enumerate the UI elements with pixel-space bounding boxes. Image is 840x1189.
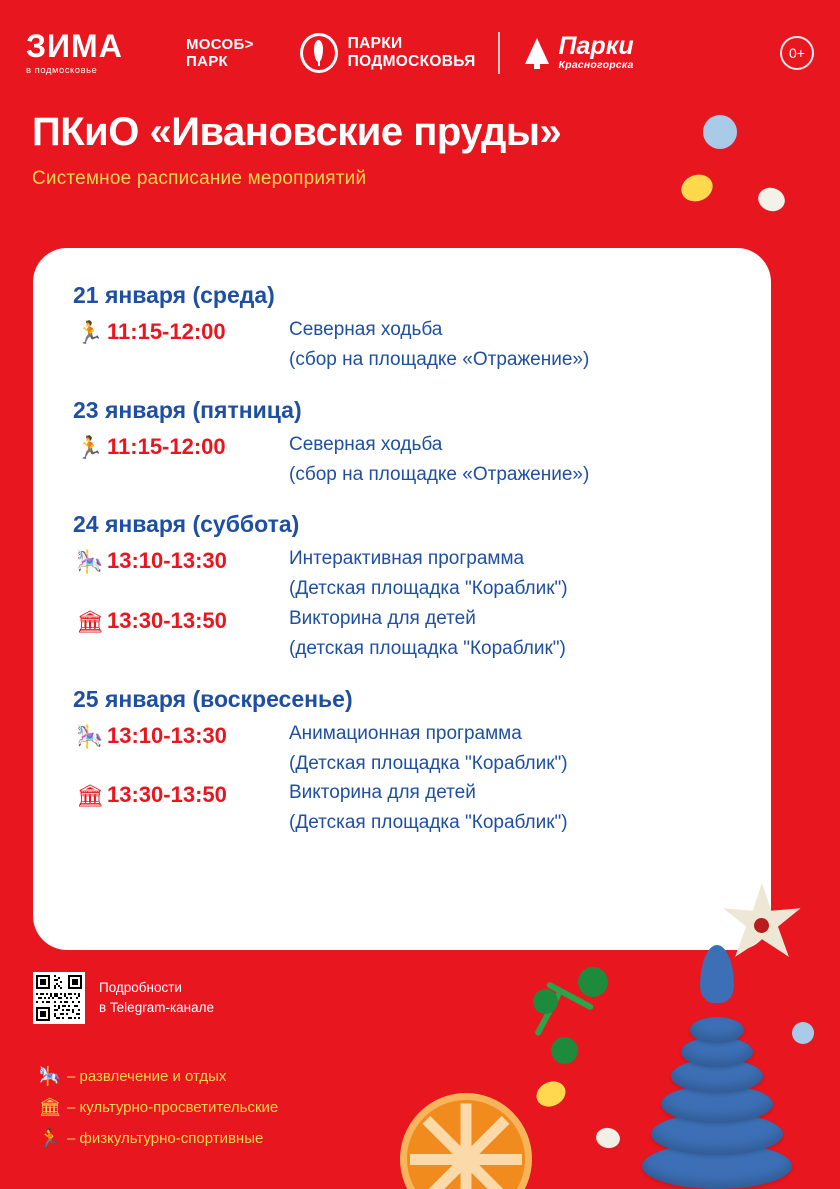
logo-bar bbox=[26, 22, 814, 84]
event-row bbox=[73, 432, 731, 462]
runner-icon: 🏃 bbox=[76, 320, 104, 345]
event-row bbox=[73, 606, 731, 636]
day-date: 23 января (пятница) bbox=[73, 396, 302, 423]
museum-icon: 🏛 bbox=[38, 1097, 62, 1117]
legend-item-sport bbox=[33, 1128, 533, 1149]
legend-label: – культурно-просветительские bbox=[67, 1099, 279, 1116]
event-time: 13:30-13:50 bbox=[107, 782, 227, 808]
parki-krasnogorska-logo bbox=[522, 31, 634, 72]
krasnogorsk-line1: Парки bbox=[558, 31, 634, 60]
schedule-day bbox=[73, 282, 731, 373]
event-time: 11:15-12:00 bbox=[107, 433, 226, 459]
telegram-line2: в Telegram-канале bbox=[99, 1000, 215, 1015]
event-title: Викторина для детей bbox=[289, 782, 476, 804]
zima-logo-main: ЗИМА bbox=[26, 28, 123, 64]
day-date: 24 января (суббота) bbox=[73, 511, 300, 538]
museum-icon: 🏛 bbox=[76, 608, 104, 634]
title-block bbox=[32, 110, 808, 190]
carousel-icon: 🎠 bbox=[38, 1066, 62, 1086]
event-title: Викторина для детей bbox=[289, 607, 476, 629]
logo-divider bbox=[498, 32, 500, 74]
event-location: (сбор на площадке «Отражение») bbox=[289, 349, 590, 370]
day-date: 21 января (среда) bbox=[73, 282, 275, 308]
schedule-day bbox=[73, 397, 731, 488]
event-time: 11:15-12:00 bbox=[107, 319, 226, 344]
event-time: 13:10-13:30 bbox=[107, 548, 227, 574]
carousel-icon: 🎠 bbox=[76, 723, 104, 749]
event-location: (детская площадка "Кораблик") bbox=[289, 637, 566, 659]
decorative-art bbox=[480, 789, 840, 1189]
page-title: ПКиО «Ивановские пруды» bbox=[32, 110, 562, 154]
event-title: Интерактивная программа bbox=[289, 548, 525, 570]
zima-logo bbox=[26, 30, 144, 76]
fir-tree-icon bbox=[522, 36, 552, 70]
event-row bbox=[73, 546, 731, 576]
legend-label: – развлечение и отдых bbox=[67, 1068, 227, 1085]
museum-icon: 🏛 bbox=[76, 783, 104, 809]
event-row bbox=[73, 317, 731, 347]
runner-icon: 🏃 bbox=[76, 434, 104, 460]
event-location: (Детская площадка "Кораблик") bbox=[289, 752, 568, 774]
telegram-line1: Подробности bbox=[99, 980, 182, 996]
carousel-icon: 🎠 bbox=[76, 549, 104, 575]
mosoblpark-line1: МОСОБ> bbox=[186, 35, 254, 53]
schedule-day bbox=[73, 511, 731, 661]
event-time: 13:30-13:50 bbox=[107, 607, 227, 633]
event-title: Северная ходьба bbox=[289, 433, 443, 455]
krasnogorsk-line2: Красногорска bbox=[558, 59, 634, 72]
parki-line1: ПАРКИ bbox=[347, 34, 403, 52]
mosoblpark-logo bbox=[186, 36, 254, 71]
legend-item-entertainment bbox=[33, 1066, 533, 1087]
parki-podmoskovya-logo bbox=[300, 33, 476, 73]
footer bbox=[33, 972, 533, 1159]
event-location: (Детская площадка "Кораблик") bbox=[289, 812, 568, 834]
runner-icon: 🏃 bbox=[38, 1128, 62, 1148]
event-title: Северная ходьба bbox=[289, 319, 443, 340]
parki-line2: ПОДМОСКОВЬЯ bbox=[347, 53, 476, 70]
star-gem-icon bbox=[754, 918, 769, 933]
event-time: 13:10-13:30 bbox=[107, 722, 227, 748]
qr-code[interactable] bbox=[33, 972, 85, 1024]
age-rating-badge: 0+ bbox=[780, 36, 814, 70]
telegram-block[interactable] bbox=[33, 972, 533, 1024]
leaf-circle-icon bbox=[300, 33, 338, 73]
page-subtitle: Системное расписание мероприятий bbox=[32, 168, 367, 189]
legend-item-cultural bbox=[33, 1097, 533, 1118]
event-row bbox=[73, 721, 731, 751]
blue-cone-illustration bbox=[642, 939, 792, 1189]
event-title: Анимационная программа bbox=[289, 722, 522, 744]
mosoblpark-line2: ПАРК bbox=[186, 53, 228, 70]
zima-logo-sub: в подмосковье bbox=[26, 65, 98, 76]
day-date: 25 января (воскресенье) bbox=[73, 685, 353, 712]
legend-label: – физкультурно-спортивные bbox=[67, 1130, 264, 1147]
event-location: (сбор на площадке «Отражение») bbox=[289, 463, 590, 485]
event-location: (Детская площадка "Кораблик") bbox=[289, 578, 568, 600]
